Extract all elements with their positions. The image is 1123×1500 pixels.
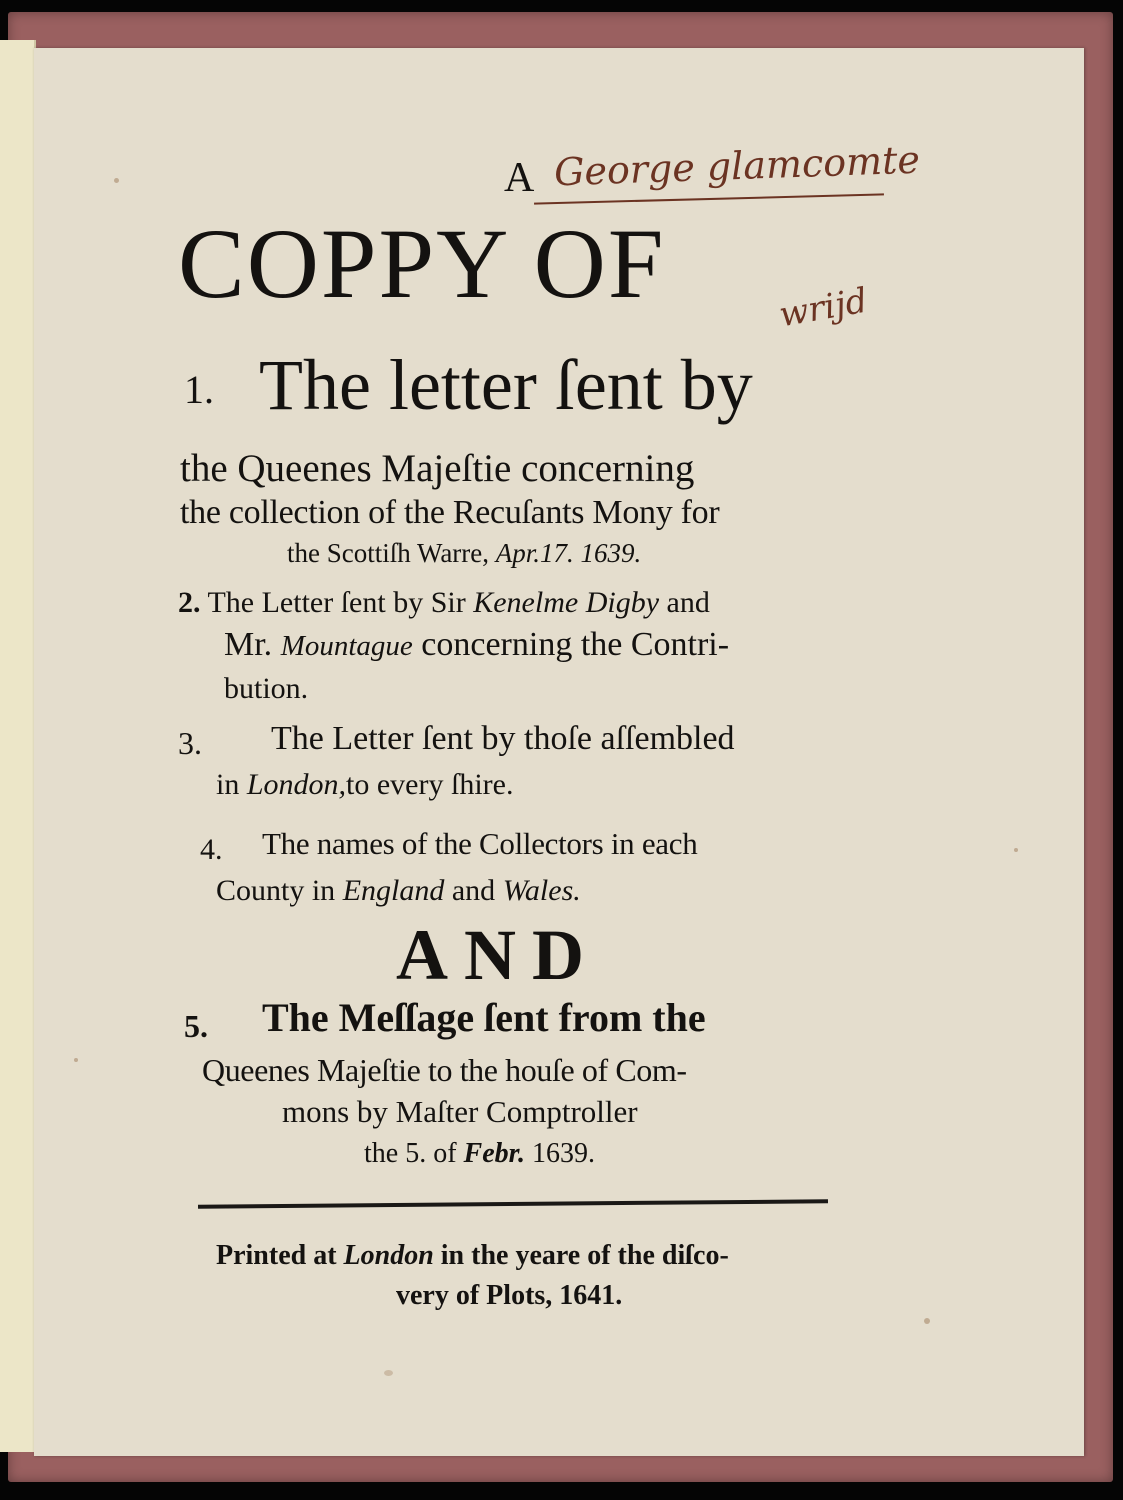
item-5-month: Febr.	[463, 1138, 525, 1169]
foxing-spot	[384, 1370, 393, 1376]
item-3-line-2	[216, 768, 513, 802]
imprint-line-2: very of Plots, 1641.	[396, 1280, 623, 1311]
item-4-england: England	[342, 874, 445, 907]
foxing-spot	[1014, 848, 1018, 852]
item-5-line-1: The Meſſage ſent from the	[262, 995, 706, 1040]
imprint-place: London	[343, 1240, 434, 1271]
horizontal-rule	[198, 1199, 828, 1208]
item-4-county: County in	[216, 874, 336, 907]
imprint-printed: Printed at	[216, 1240, 337, 1271]
title-main: COPPY OF	[178, 208, 666, 319]
item-3-in: in	[216, 768, 240, 801]
item-1-number: 1.	[184, 367, 214, 412]
item-2-name-digby: Kenelme Digby	[473, 586, 660, 619]
item-2-text-a: The Letter ſent by Sir	[207, 586, 466, 619]
item-2-number: 2.	[178, 586, 201, 619]
item-5-line-4	[364, 1138, 595, 1170]
item-3-place-london: London,	[246, 768, 347, 801]
item-1-line-1: The letter ſent by	[259, 345, 753, 425]
item-3-text-b: to every ſhire.	[346, 768, 514, 801]
item-4-number: 4.	[200, 833, 223, 866]
item-4-line-2	[216, 874, 581, 908]
item-5-line-3: mons by Maſter Comptroller	[282, 1094, 638, 1129]
item-1-line-3: the collection of the Recuſants Mony for	[180, 494, 720, 531]
item-3-line-1: The Letter ſent by thoſe aſſembled	[271, 720, 735, 757]
imprint-text: in the yeare of the diſco-	[440, 1240, 729, 1271]
item-4-line-1: The names of the Collectors in each	[262, 826, 698, 861]
item-2-line-3: bution.	[224, 672, 309, 705]
signature-underline	[534, 193, 884, 204]
foxing-spot	[114, 178, 119, 183]
handwritten-signature: George glamcomte	[553, 137, 921, 195]
item-1-line-4	[287, 538, 641, 569]
item-1-line-2: the Queenes Majeſtie concerning	[180, 447, 695, 490]
item-2-line-1	[178, 586, 710, 620]
item-4-wales: Wales.	[502, 874, 581, 907]
item-5-day: the 5. of	[364, 1138, 457, 1169]
flyleaf	[0, 40, 36, 1452]
item-2-mr: Mr.	[224, 626, 273, 663]
foxing-spot	[924, 1318, 930, 1324]
handwritten-annotation: wrijd	[776, 280, 871, 336]
title-article: A	[504, 155, 535, 201]
item-1-war-text: the Scottiſh Warre,	[287, 538, 490, 568]
item-2-text-b: and	[666, 586, 710, 619]
item-3-number: 3.	[178, 725, 202, 761]
and-heading: AND	[396, 915, 600, 995]
item-5-line-2: Queenes Majeſtie to the houſe of Com-	[202, 1052, 687, 1088]
item-2-line-2	[224, 626, 729, 664]
item-1-date: Apr.17. 1639.	[495, 538, 642, 568]
title-page	[34, 48, 1084, 1456]
item-5-number: 5.	[184, 1008, 208, 1044]
item-5-year: 1639.	[532, 1138, 595, 1169]
item-4-and: and	[451, 874, 496, 907]
item-2-name-mountague: Mountague	[280, 630, 413, 662]
foxing-spot	[74, 1058, 78, 1062]
item-2-text-c: concerning the Contri-	[421, 626, 730, 663]
imprint-line-1	[216, 1240, 729, 1272]
